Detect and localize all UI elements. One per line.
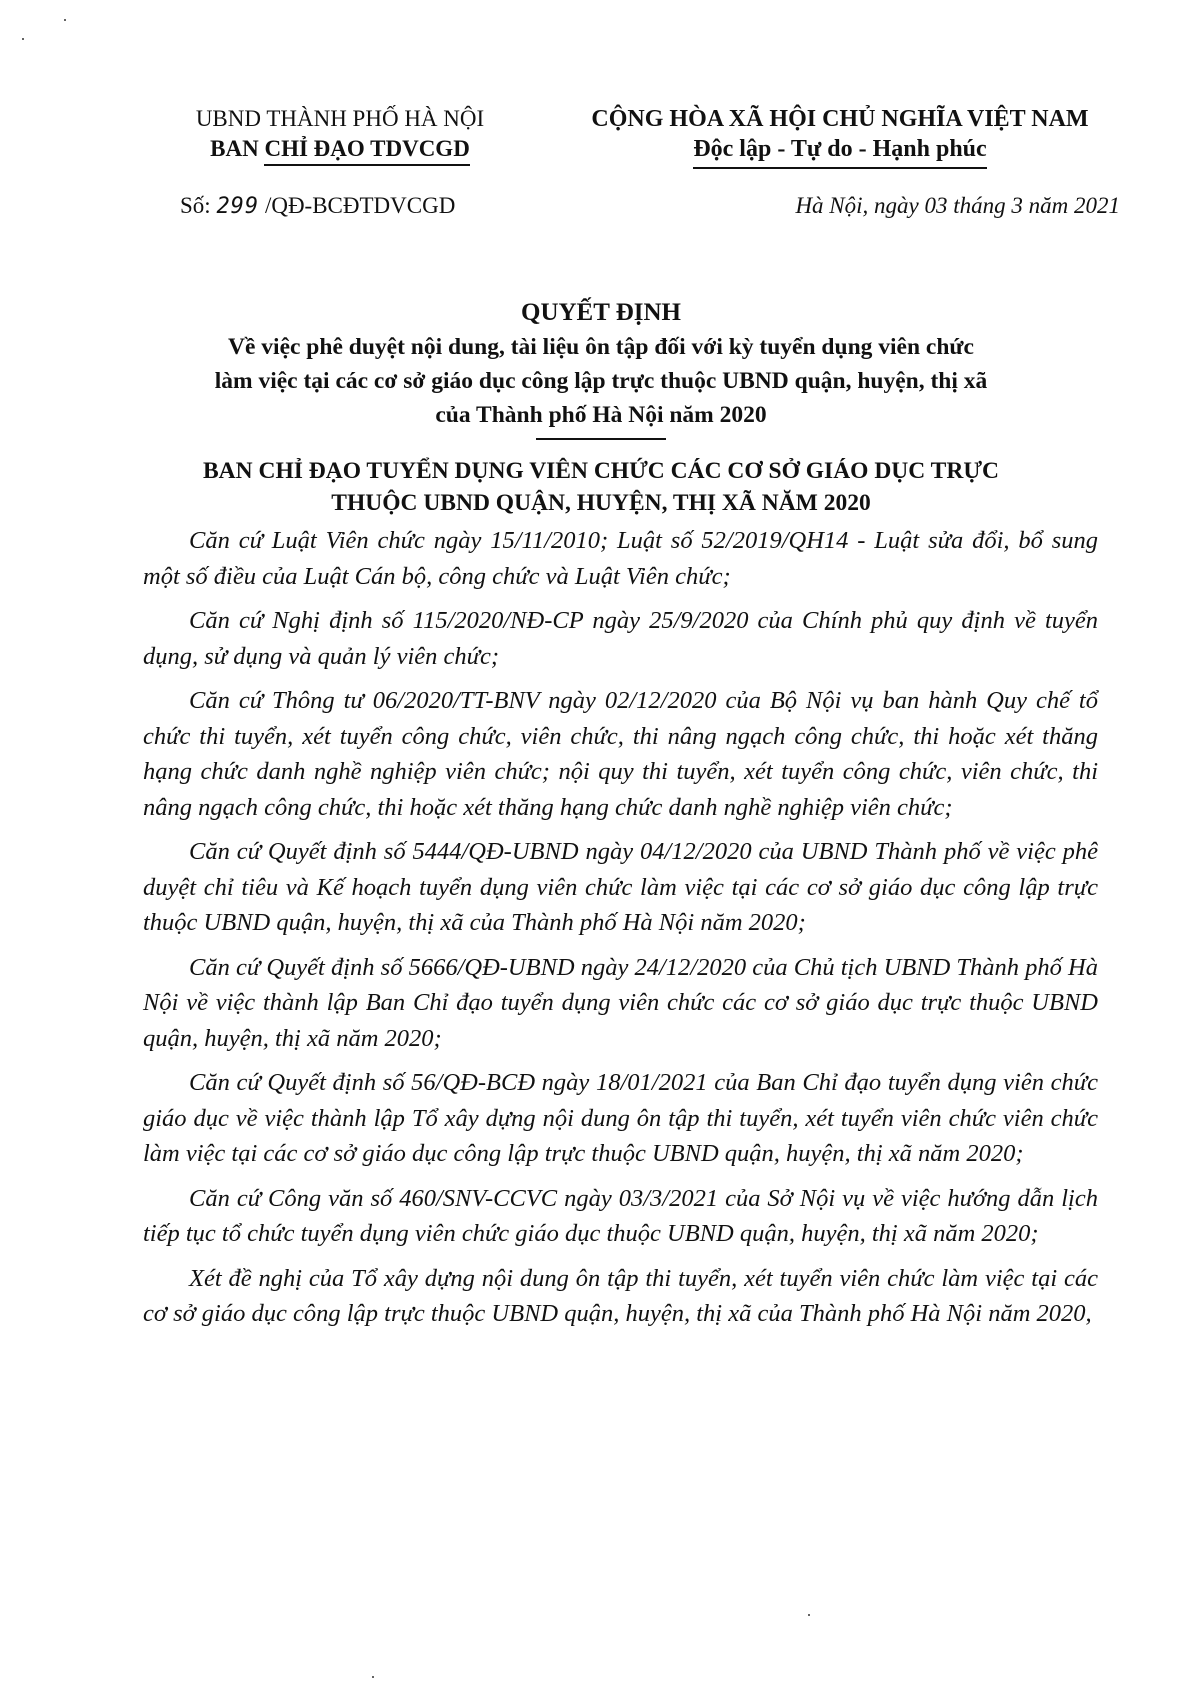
legal-basis-paragraph: Căn cứ Nghị định số 115/2020/NĐ-CP ngày 25/9/2020 của Chính phủ quy định về tuyển dụng, sử dụng và quản lý viên chức; xyxy=(143,607,1098,670)
country-name: CỘNG HÒA XÃ HỘI CHỦ NGHĨA VIỆT NAM xyxy=(591,106,1089,132)
subject-line-1: Về việc phê duyệt nội dung, tài liệu ôn tập đối với kỳ tuyển dụng viên chức xyxy=(228,334,974,360)
issuing-organization: UBND THÀNH PHỐ HÀ NỘI xyxy=(195,106,485,131)
legal-basis-section xyxy=(143,523,1098,1332)
document-number-handwritten: 299 xyxy=(216,194,260,219)
national-motto: Độc lập - Tự do - Hạnh phúc xyxy=(693,134,986,169)
subject-line-3: của Thành phố Hà Nội năm 2020 xyxy=(435,402,767,428)
issuing-department-underlined: CHỈ ĐẠO TDVCGD xyxy=(264,134,469,166)
decision-title-block xyxy=(120,296,1082,440)
scan-speck xyxy=(372,1676,374,1678)
issuing-body-heading xyxy=(120,455,1082,519)
proposal-paragraph: Xét đề nghị của Tổ xây dựng nội dung ôn tập thi tuyển, xét tuyển viên chức làm việc tại các cơ sở giáo dục công lập trực thuộc UBND quận, huyện, thị xã của Thành phố Hà Nội năm 2020, xyxy=(143,1264,1098,1327)
issuing-body-line-1: BAN CHỈ ĐẠO TUYỂN DỤNG VIÊN CHỨC CÁC CƠ SỞ GIÁO DỤC TRỰC xyxy=(202,458,1000,484)
issuing-body-line-2: THUỘC UBND QUẬN, HUYỆN, THỊ XÃ NĂM 2020 xyxy=(331,490,871,516)
title-divider xyxy=(536,438,666,440)
issuing-authority-block xyxy=(170,104,510,166)
document-type: QUYẾT ĐỊNH xyxy=(521,299,681,326)
document-number-prefix: Số: xyxy=(180,193,217,218)
legal-basis-paragraph: Căn cứ Quyết định số 5666/QĐ-UBND ngày 24/12/2020 của Chủ tịch UBND Thành phố Hà Nội về việc thành lập Ban Chỉ đạo tuyển dụng viên chức các cơ sở giáo dục trực thuộc UBND quận, huyện, thị xã năm 2020; xyxy=(143,953,1098,1052)
scan-speck xyxy=(64,19,66,21)
legal-basis-paragraph: Căn cứ Luật Viên chức ngày 15/11/2010; Luật số 52/2019/QH14 - Luật sửa đổi, bổ sung một số điều của Luật Cán bộ, công chức và Luật Viên chức; xyxy=(143,527,1098,590)
national-title-block xyxy=(560,104,1120,169)
document-number xyxy=(180,193,455,219)
legal-basis-paragraph: Căn cứ Quyết định số 56/QĐ-BCĐ ngày 18/01/2021 của Ban Chỉ đạo tuyển dụng viên chức giáo dục về việc thành lập Tổ xây dựng nội dung ôn tập thi tuyển, xét tuyển viên chức viên chức làm việc tại các cơ sở giáo dục công lập trực thuộc UBND quận, huyện, thị xã năm 2020; xyxy=(143,1069,1098,1167)
legal-basis-paragraph: Căn cứ Công văn số 460/SNV-CCVC ngày 03/3/2021 của Sở Nội vụ về việc hướng dẫn lịch tiếp tục tổ chức tuyển dụng viên chức giáo dục thuộc UBND quận, huyện, thị xã năm 2020; xyxy=(143,1184,1098,1247)
scan-speck xyxy=(22,38,24,40)
subject-line-2: làm việc tại các cơ sở giáo dục công lập trực thuộc UBND quận, huyện, thị xã xyxy=(214,368,988,394)
legal-basis-paragraph: Căn cứ Quyết định số 5444/QĐ-UBND ngày 04/12/2020 của UBND Thành phố về việc phê duyệt chỉ tiêu và Kế hoạch tuyển dụng viên chức làm việc tại các cơ sở giáo dục công lập trực thuộc UBND quận, huyện, thị xã của Thành phố Hà Nội năm 2020; xyxy=(143,838,1098,936)
document-number-suffix: /QĐ-BCĐTDVCGD xyxy=(259,193,456,218)
issuing-department-prefix: BAN xyxy=(210,136,265,161)
issuing-department xyxy=(170,134,510,166)
issue-date: Hà Nội, ngày 03 tháng 3 năm 2021 xyxy=(795,193,1120,218)
legal-basis-paragraph: Căn cứ Thông tư 06/2020/TT-BNV ngày 02/12/2020 của Bộ Nội vụ ban hành Quy chế tổ chức thi tuyển, xét tuyển công chức, viên chức, thi nâng ngạch công chức, thi hoặc xét thăng hạng chức danh nghề nghiệp viên chức; nội quy thi tuyển, xét tuyển công chức, viên chức, thi nâng ngạch công chức, thi hoặc xét thăng hạng chức danh nghề nghiệp viên chức; xyxy=(143,687,1098,821)
scan-speck xyxy=(808,1614,810,1616)
